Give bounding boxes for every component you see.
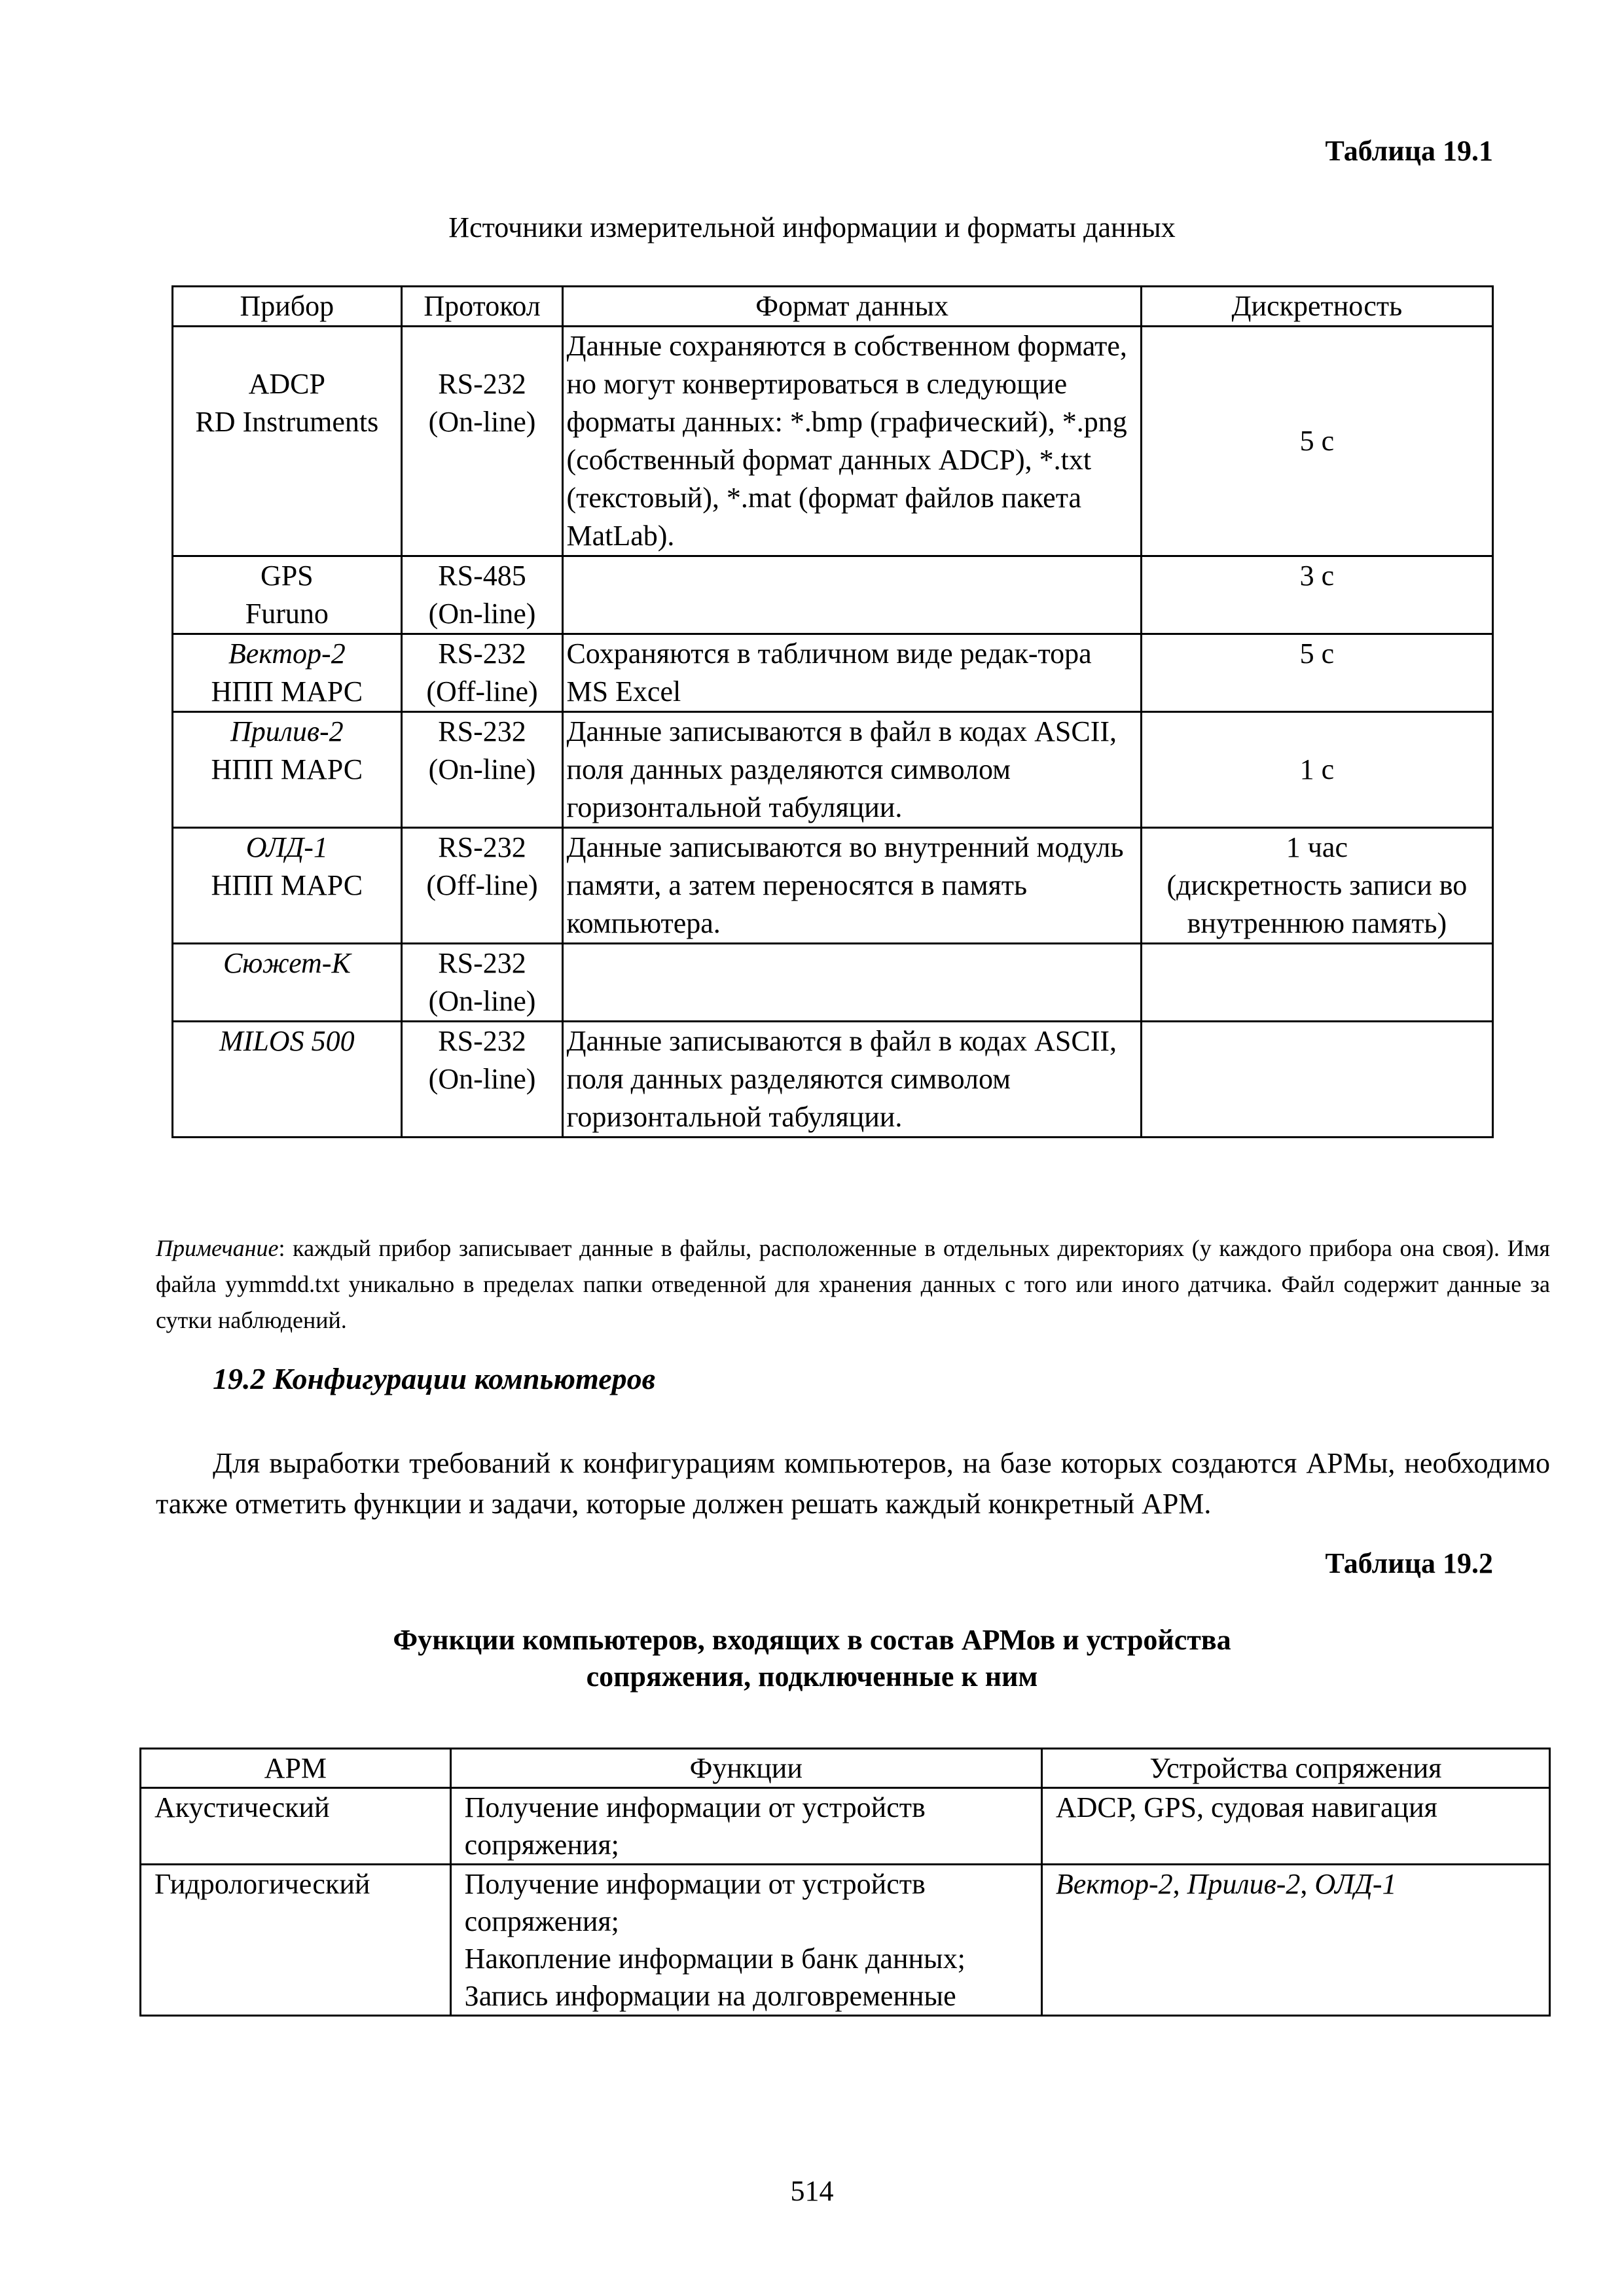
caption-line: Функции компьютеров, входящих в состав АРМов и устройства bbox=[393, 1624, 1231, 1656]
device-cell bbox=[173, 556, 402, 634]
table-label: Таблица 19.1 bbox=[1325, 135, 1493, 167]
page-number: 514 bbox=[790, 2175, 834, 2207]
device-name: MILOS 500 bbox=[219, 1025, 355, 1057]
protocol-mode: (On-line) bbox=[428, 598, 536, 630]
protocol-cell bbox=[401, 944, 563, 1022]
column-header: АРМ bbox=[141, 1749, 451, 1788]
column-header: Прибор bbox=[173, 287, 402, 327]
rate-cell: 5 с bbox=[1141, 327, 1492, 556]
format-cell bbox=[563, 556, 1141, 634]
table-note bbox=[156, 1230, 1550, 1338]
format-cell: Данные записываются во внутренний модуль памяти, а затем переносятся в память компьютера. bbox=[563, 828, 1141, 944]
protocol-cell bbox=[401, 828, 563, 944]
devices-cell: ADCP, GPS, судовая навигация bbox=[1041, 1788, 1549, 1865]
note-label: Примечание bbox=[156, 1235, 279, 1261]
functions-table bbox=[139, 1748, 1551, 2017]
device-cell bbox=[173, 828, 402, 944]
table-caption: Источники измерительной информации и форматы данных bbox=[448, 211, 1176, 243]
device-name: Прилив-2 bbox=[230, 715, 344, 747]
body-paragraph: Для выработки требований к конфигурациям компьютеров, на базе которых создаются АРМы, необходимо также отметить функции и задачи, которые должен решать каждый конкретный АРМ. bbox=[156, 1447, 1550, 1520]
protocol: RS-232 bbox=[438, 947, 526, 979]
device-name: ADCP bbox=[248, 368, 325, 400]
table-label: Таблица 19.2 bbox=[1325, 1547, 1493, 1579]
protocol: RS-232 bbox=[438, 831, 526, 863]
device-name: GPS bbox=[260, 560, 314, 592]
column-header: Формат данных bbox=[563, 287, 1141, 327]
functions-cell: Получение информации от устройств сопряжения; bbox=[450, 1788, 1041, 1865]
format-cell bbox=[563, 944, 1141, 1022]
protocol-mode: (On-line) bbox=[428, 753, 536, 785]
sources-table bbox=[171, 285, 1494, 1138]
table-row bbox=[173, 712, 1493, 828]
device-maker: Furuno bbox=[245, 598, 329, 630]
separator: , bbox=[1300, 1868, 1315, 1900]
device-cell bbox=[173, 327, 402, 556]
rate-value: 1 час bbox=[1286, 831, 1348, 863]
caption-line: сопряжения, подключенные к ним bbox=[586, 1660, 1038, 1693]
rate-cell: 3 с bbox=[1141, 556, 1492, 634]
rate-cell bbox=[1141, 1022, 1492, 1138]
protocol: RS-232 bbox=[438, 368, 526, 400]
format-cell: Данные записываются в файл в кодах ASCII, поля данных разделяются символом горизонтальной табуляции. bbox=[563, 1022, 1141, 1138]
protocol-mode: (On-line) bbox=[428, 985, 536, 1017]
table-row bbox=[173, 944, 1493, 1022]
section-heading: 19.2 Конфигурации компьютеров bbox=[213, 1362, 656, 1395]
device-maker: НПП МАРС bbox=[211, 869, 363, 901]
note-text: : каждый прибор записывает данные в файлы, расположенные в отдельных директориях (у каждого прибора она своя). Имя файла yymmdd.txt уникально в пределах папки отведенной для хранения данных с того или иного датчика. Файл содержит данные за сутки наблюдений. bbox=[156, 1235, 1550, 1333]
protocol-cell bbox=[401, 556, 563, 634]
protocol-cell bbox=[401, 634, 563, 712]
table-header-row bbox=[141, 1749, 1550, 1788]
table-row bbox=[173, 828, 1493, 944]
table-header-row bbox=[173, 287, 1493, 327]
protocol: RS-232 bbox=[438, 1025, 526, 1057]
rate-note: (дискретность записи во внутреннюю память) bbox=[1166, 869, 1468, 939]
rate-cell: 5 с bbox=[1141, 634, 1492, 712]
table-row bbox=[173, 634, 1493, 712]
device-cell bbox=[173, 712, 402, 828]
device-name: Сюжет-К bbox=[223, 947, 351, 979]
format-cell: Сохраняются в табличном виде редак-тора MS Excel bbox=[563, 634, 1141, 712]
device-maker: НПП МАРС bbox=[211, 753, 363, 785]
protocol-cell bbox=[401, 1022, 563, 1138]
table-caption bbox=[0, 1622, 1624, 1695]
device-cell bbox=[173, 944, 402, 1022]
devices-cell bbox=[1041, 1865, 1549, 2016]
rate-cell bbox=[1141, 828, 1492, 944]
column-header: Функции bbox=[450, 1749, 1041, 1788]
protocol-mode: (Off-line) bbox=[426, 869, 538, 901]
device-name: ОЛД-1 bbox=[1314, 1868, 1397, 1900]
protocol: RS-232 bbox=[438, 715, 526, 747]
table-row bbox=[173, 556, 1493, 634]
protocol-mode: (Off-line) bbox=[426, 675, 538, 708]
device-name: Прилив-2 bbox=[1187, 1868, 1301, 1900]
table-row bbox=[141, 1865, 1550, 2016]
device-maker: RD Instruments bbox=[195, 406, 379, 438]
format-cell: Данные записываются в файл в кодах ASCII, поля данных разделяются символом горизонтальной табуляции. bbox=[563, 712, 1141, 828]
device-name: Вектор-2 bbox=[228, 637, 346, 670]
device-name: Вектор-2 bbox=[1055, 1868, 1173, 1900]
protocol-mode: (On-line) bbox=[428, 1063, 536, 1095]
column-header: Устройства сопряжения bbox=[1041, 1749, 1549, 1788]
table-row bbox=[141, 1788, 1550, 1865]
device-cell bbox=[173, 634, 402, 712]
arm-cell: Гидрологический bbox=[141, 1865, 451, 2016]
device-name: ОЛД-1 bbox=[245, 831, 328, 863]
table-row bbox=[173, 327, 1493, 556]
protocol-mode: (On-line) bbox=[428, 406, 536, 438]
column-header: Протокол bbox=[401, 287, 563, 327]
table-row bbox=[173, 1022, 1493, 1138]
separator: , bbox=[1172, 1868, 1187, 1900]
device-maker: НПП МАРС bbox=[211, 675, 363, 708]
device-cell bbox=[173, 1022, 402, 1138]
format-cell: Данные сохраняются в собственном формате, но могут конвертироваться в следующие форматы данных: *.bmp (графический), *.png (собственный формат данных ADCP), *.txt (текстовый), *.mat (формат файлов пакета MatLab). bbox=[563, 327, 1141, 556]
rate-cell bbox=[1141, 944, 1492, 1022]
protocol: RS-485 bbox=[438, 560, 526, 592]
functions-cell: Получение информации от устройств сопряжения; Накопление информации в банк данных; Запись информации на долговременные bbox=[450, 1865, 1041, 2016]
column-header: Дискретность bbox=[1141, 287, 1492, 327]
protocol-cell bbox=[401, 327, 563, 556]
protocol: RS-232 bbox=[438, 637, 526, 670]
rate-cell: 1 с bbox=[1141, 712, 1492, 828]
arm-cell: Акустический bbox=[141, 1788, 451, 1865]
protocol-cell bbox=[401, 712, 563, 828]
